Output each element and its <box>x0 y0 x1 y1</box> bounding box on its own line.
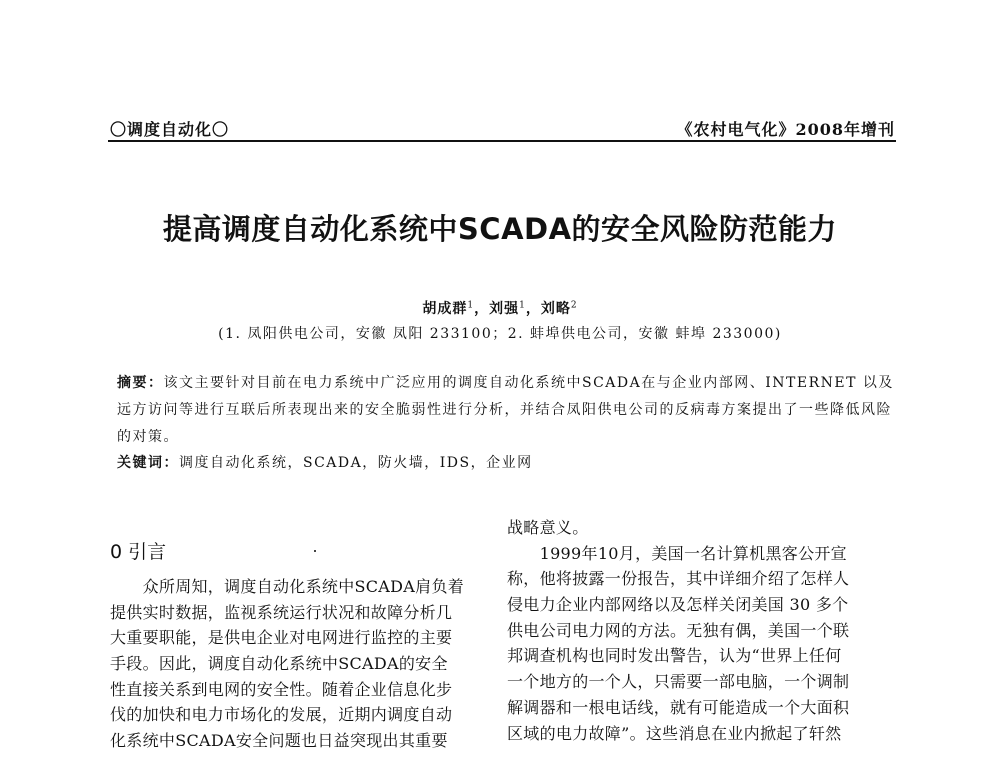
affiliation: (1. 凤阳供电公司，安徽 凤阳 233100；2. 蚌埠供电公司，安徽 蚌埠 233000) <box>218 326 782 342</box>
body-column-right <box>507 515 897 746</box>
author-affil-mark: 2 <box>570 300 578 311</box>
body-line: 供电公司电力网的方法。无独有偶，美国一个联 <box>507 620 850 640</box>
body-line: 性直接关系到电网的安全性。随着企业信息化步 <box>110 679 453 699</box>
body-line: 大重要职能，是供电企业对电网进行监控的主要 <box>110 628 453 648</box>
section-heading: 0 引言 <box>110 541 167 563</box>
author-separator: ， <box>474 301 490 317</box>
abstract-label: 摘要： <box>117 375 164 391</box>
body-line: 伐的加快和电力市场化的发展，近期内调度自动 <box>110 705 453 725</box>
paper-title: 提高调度自动化系统中SCADA的安全风险防范能力 <box>162 212 838 246</box>
running-header-journal: 《农村电气化》2008年增刊 <box>676 120 895 139</box>
body-line: 提供实时数据，监视系统运行状况和故障分析几 <box>110 602 453 622</box>
body-line: 战略意义。 <box>507 518 589 537</box>
running-header-section: 〇调度自动化〇 <box>110 120 230 139</box>
body-line: 1999年10月，美国一名计算机黑客公开宣 <box>507 543 847 563</box>
abstract-text: 该文主要针对目前在电力系统中广泛应用的调度自动化系统中SCADA在与企业内部网、INTERNET 以及远方访问等进行互联后所表现出来的安全脆弱性进行分析，并结合凤阳供电公司的反病毒方案提出了一些降低风险的对策。 <box>117 375 894 445</box>
author-name: 刘略 <box>540 301 571 317</box>
body-line: 侵电力企业内部网络以及怎样关闭美国 30 多个 <box>507 595 849 615</box>
keywords-label: 关键词： <box>117 455 179 471</box>
keywords <box>117 452 897 472</box>
author-affil-mark: 1 <box>467 300 475 311</box>
body-line: 称，他将披露一份报告，其中详细介绍了怎样人 <box>507 569 850 589</box>
author-name: 胡成群 <box>422 301 468 317</box>
scan-speck <box>314 550 316 552</box>
keywords-text: 调度自动化系统，SCADA，防火墙，IDS，企业网 <box>179 455 533 471</box>
abstract <box>117 370 897 451</box>
body-line: 手段。因此，调度自动化系统中SCADA的安全 <box>110 654 448 674</box>
author-line <box>0 298 1000 318</box>
body-line: 化系统中SCADA安全问题也日益突现出其重要 <box>110 731 448 751</box>
body-line: 区域的电力故障”。这些消息在业内掀起了轩然 <box>507 723 842 743</box>
author-separator: ， <box>525 301 541 317</box>
author-affil-mark: 1 <box>519 300 526 311</box>
header-divider <box>108 140 896 142</box>
body-column-left <box>110 574 495 754</box>
body-line: 一个地方的一个人，只需要一部电脑，一个调制 <box>507 672 850 692</box>
body-line: 解调器和一根电话线，就有可能造成一个大面积 <box>507 697 850 717</box>
author-name: 刘强 <box>489 301 520 317</box>
body-line: 众所周知，调度自动化系统中SCADA肩负着 <box>110 577 465 596</box>
body-line: 邦调查机构也同时发出警告，认为“世界上任何 <box>507 646 842 666</box>
